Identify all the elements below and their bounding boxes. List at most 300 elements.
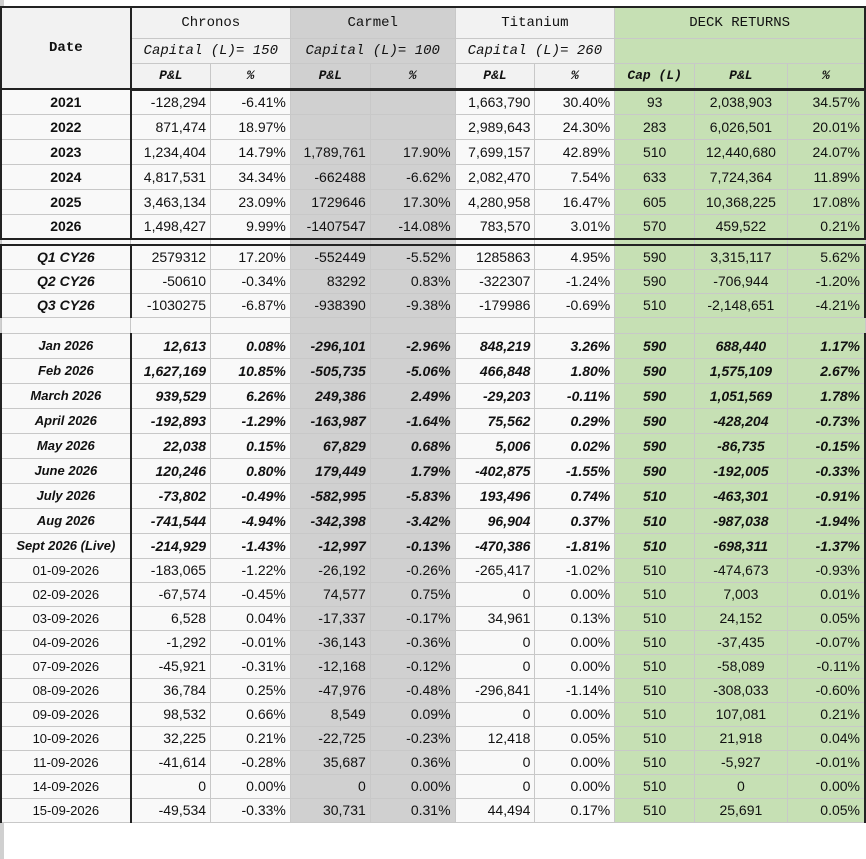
carmel-pl-cell[interactable]: 30,731 xyxy=(290,798,370,822)
carmel-pct-cell[interactable]: -0.36% xyxy=(370,630,455,654)
titanium-pl-cell[interactable]: 7,699,157 xyxy=(455,139,535,164)
titanium-pct-cell[interactable]: 42.89% xyxy=(535,139,615,164)
chronos-pct-cell[interactable]: -1.43% xyxy=(211,533,291,558)
carmel-pl-cell[interactable]: 67,829 xyxy=(290,433,370,458)
carmel-pct-cell[interactable]: 0.68% xyxy=(370,433,455,458)
titanium-pct-cell[interactable]: 3.01% xyxy=(535,214,615,239)
carmel-pl-cell[interactable]: -662488 xyxy=(290,164,370,189)
titanium-pl-cell[interactable]: 34,961 xyxy=(455,606,535,630)
chronos-pl-cell[interactable]: -192,893 xyxy=(131,408,211,433)
titanium-pl-cell[interactable]: -179986 xyxy=(455,293,535,317)
titanium-pct-cell[interactable]: -1.24% xyxy=(535,269,615,293)
titanium-pl-cell[interactable]: 0 xyxy=(455,774,535,798)
titanium-pct-cell[interactable]: 0.00% xyxy=(535,582,615,606)
deck-pl-cell[interactable]: -58,089 xyxy=(694,654,787,678)
deck-cap-cell[interactable]: 510 xyxy=(615,774,695,798)
chronos-pct-cell[interactable]: -0.01% xyxy=(211,630,291,654)
carmel-pl-cell[interactable]: 1,789,761 xyxy=(290,139,370,164)
deck-cap-cell[interactable]: 510 xyxy=(615,139,695,164)
chronos-pct-cell[interactable]: 14.79% xyxy=(211,139,291,164)
date-cell[interactable]: March 2026 xyxy=(1,383,131,408)
carmel-pct-cell[interactable]: -14.08% xyxy=(370,214,455,239)
chronos-pl-cell[interactable]: 1,234,404 xyxy=(131,139,211,164)
deck-pl-cell[interactable]: -308,033 xyxy=(694,678,787,702)
titanium-pl-cell[interactable]: -29,203 xyxy=(455,383,535,408)
chronos-pct-cell[interactable]: -0.45% xyxy=(211,582,291,606)
deck-cap-cell[interactable]: 510 xyxy=(615,483,695,508)
deck-cap-cell[interactable]: 590 xyxy=(615,458,695,483)
titanium-pct-cell[interactable]: 0.17% xyxy=(535,798,615,822)
deck-pl-cell[interactable]: -2,148,651 xyxy=(694,293,787,317)
titanium-pl-header[interactable]: P&L xyxy=(455,63,535,89)
chronos-pct-cell[interactable]: -1.29% xyxy=(211,408,291,433)
carmel-pl-cell[interactable]: -163,987 xyxy=(290,408,370,433)
titanium-pct-cell[interactable]: 0.00% xyxy=(535,750,615,774)
date-cell[interactable]: 2024 xyxy=(1,164,131,189)
titanium-group-header[interactable]: Titanium xyxy=(455,7,615,38)
deck-pl-header[interactable]: P&L xyxy=(694,63,787,89)
carmel-pct-cell[interactable]: -5.83% xyxy=(370,483,455,508)
chronos-pct-cell[interactable]: -0.28% xyxy=(211,750,291,774)
chronos-pl-cell[interactable]: -183,065 xyxy=(131,558,211,582)
chronos-pct-cell[interactable]: 0.21% xyxy=(211,726,291,750)
carmel-pct-header[interactable]: % xyxy=(370,63,455,89)
deck-pct-cell[interactable]: 0.05% xyxy=(787,798,865,822)
titanium-pct-cell[interactable]: 0.13% xyxy=(535,606,615,630)
chronos-pl-cell[interactable]: 1,498,427 xyxy=(131,214,211,239)
chronos-pct-cell[interactable]: 0.25% xyxy=(211,678,291,702)
chronos-pct-cell[interactable]: 10.85% xyxy=(211,358,291,383)
titanium-pct-cell[interactable]: 0.74% xyxy=(535,483,615,508)
carmel-pl-cell[interactable]: -582,995 xyxy=(290,483,370,508)
date-column-header[interactable]: Date xyxy=(1,7,131,89)
carmel-pct-cell[interactable]: -0.13% xyxy=(370,533,455,558)
carmel-pct-cell[interactable]: 0.00% xyxy=(370,774,455,798)
carmel-pl-cell[interactable]: -17,337 xyxy=(290,606,370,630)
date-cell[interactable]: June 2026 xyxy=(1,458,131,483)
chronos-pct-cell[interactable]: 34.34% xyxy=(211,164,291,189)
titanium-pct-cell[interactable]: 0.00% xyxy=(535,702,615,726)
carmel-pct-cell[interactable]: -0.12% xyxy=(370,654,455,678)
chronos-pl-cell[interactable]: 1,627,169 xyxy=(131,358,211,383)
chronos-pl-cell[interactable]: -741,544 xyxy=(131,508,211,533)
deck-cap-cell[interactable]: 633 xyxy=(615,164,695,189)
deck-pl-cell[interactable]: -192,005 xyxy=(694,458,787,483)
carmel-pl-cell[interactable]: -12,997 xyxy=(290,533,370,558)
chronos-pct-cell[interactable]: 23.09% xyxy=(211,189,291,214)
carmel-pl-cell[interactable]: -552449 xyxy=(290,245,370,269)
titanium-pct-cell[interactable]: 0.00% xyxy=(535,774,615,798)
carmel-pct-cell[interactable]: -5.52% xyxy=(370,245,455,269)
titanium-capital[interactable]: Capital (L)= 260 xyxy=(455,38,615,63)
carmel-pl-cell[interactable]: 0 xyxy=(290,774,370,798)
deck-pct-cell[interactable]: 11.89% xyxy=(787,164,865,189)
deck-pct-cell[interactable]: 0.21% xyxy=(787,214,865,239)
deck-pl-cell[interactable]: 3,315,117 xyxy=(694,245,787,269)
titanium-pl-cell[interactable]: 4,280,958 xyxy=(455,189,535,214)
titanium-pct-cell[interactable]: 0.00% xyxy=(535,654,615,678)
titanium-pl-cell[interactable]: -265,417 xyxy=(455,558,535,582)
deck-cap-cell[interactable]: 510 xyxy=(615,533,695,558)
deck-cap-cell[interactable]: 590 xyxy=(615,383,695,408)
deck-cap-cell[interactable]: 510 xyxy=(615,726,695,750)
date-cell[interactable]: 2025 xyxy=(1,189,131,214)
deck-pl-cell[interactable]: 1,575,109 xyxy=(694,358,787,383)
carmel-pl-cell[interactable]: -36,143 xyxy=(290,630,370,654)
carmel-capital[interactable]: Capital (L)= 100 xyxy=(290,38,455,63)
chronos-pl-cell[interactable]: 6,528 xyxy=(131,606,211,630)
deck-pl-cell[interactable]: 10,368,225 xyxy=(694,189,787,214)
chronos-pct-cell[interactable]: -1.22% xyxy=(211,558,291,582)
titanium-pct-cell[interactable]: 0.05% xyxy=(535,726,615,750)
titanium-pl-cell[interactable]: 75,562 xyxy=(455,408,535,433)
deck-pl-cell[interactable]: 459,522 xyxy=(694,214,787,239)
deck-pct-cell[interactable]: -1.94% xyxy=(787,508,865,533)
date-cell[interactable]: 09-09-2026 xyxy=(1,702,131,726)
titanium-pl-cell[interactable]: 1,663,790 xyxy=(455,89,535,114)
carmel-pct-cell[interactable]: 0.09% xyxy=(370,702,455,726)
chronos-pl-cell[interactable]: -49,534 xyxy=(131,798,211,822)
deck-cap-cell[interactable]: 93 xyxy=(615,89,695,114)
chronos-pct-cell[interactable]: -0.31% xyxy=(211,654,291,678)
titanium-pl-cell[interactable]: 0 xyxy=(455,702,535,726)
deck-pl-cell[interactable]: -474,673 xyxy=(694,558,787,582)
date-cell[interactable]: 10-09-2026 xyxy=(1,726,131,750)
deck-pct-cell[interactable]: 0.04% xyxy=(787,726,865,750)
carmel-pct-cell[interactable] xyxy=(370,89,455,114)
titanium-pl-cell[interactable]: 1285863 xyxy=(455,245,535,269)
carmel-pct-cell[interactable]: 0.36% xyxy=(370,750,455,774)
chronos-pl-cell[interactable]: 12,613 xyxy=(131,333,211,358)
date-cell[interactable]: 14-09-2026 xyxy=(1,774,131,798)
carmel-pct-cell[interactable]: 0.83% xyxy=(370,269,455,293)
titanium-pl-cell[interactable]: 44,494 xyxy=(455,798,535,822)
chronos-pl-cell[interactable]: 0 xyxy=(131,774,211,798)
deck-cap-header[interactable]: Cap (L) xyxy=(615,63,695,89)
carmel-pct-cell[interactable]: -2.96% xyxy=(370,333,455,358)
date-cell[interactable]: 2022 xyxy=(1,114,131,139)
carmel-pct-cell[interactable]: -0.23% xyxy=(370,726,455,750)
chronos-pl-cell[interactable]: 4,817,531 xyxy=(131,164,211,189)
titanium-pct-cell[interactable]: 0.29% xyxy=(535,408,615,433)
deck-pct-cell[interactable]: -4.21% xyxy=(787,293,865,317)
chronos-pl-cell[interactable]: -50610 xyxy=(131,269,211,293)
date-cell[interactable]: 15-09-2026 xyxy=(1,798,131,822)
chronos-pl-cell[interactable]: 3,463,134 xyxy=(131,189,211,214)
deck-pl-cell[interactable]: -86,735 xyxy=(694,433,787,458)
carmel-pl-cell[interactable]: 249,386 xyxy=(290,383,370,408)
deck-cap-cell[interactable]: 510 xyxy=(615,702,695,726)
titanium-pct-cell[interactable]: 4.95% xyxy=(535,245,615,269)
deck-pct-cell[interactable]: 0.05% xyxy=(787,606,865,630)
chronos-pl-cell[interactable]: -45,921 xyxy=(131,654,211,678)
deck-pl-cell[interactable]: -463,301 xyxy=(694,483,787,508)
chronos-pl-cell[interactable]: 32,225 xyxy=(131,726,211,750)
date-cell[interactable]: Aug 2026 xyxy=(1,508,131,533)
carmel-pl-cell[interactable]: 74,577 xyxy=(290,582,370,606)
titanium-pct-cell[interactable]: -0.11% xyxy=(535,383,615,408)
chronos-pct-header[interactable]: % xyxy=(211,63,291,89)
titanium-pct-cell[interactable]: 0.02% xyxy=(535,433,615,458)
titanium-pct-cell[interactable]: -1.02% xyxy=(535,558,615,582)
deck-returns-group-header[interactable]: DECK RETURNS xyxy=(615,7,865,38)
carmel-pct-cell[interactable]: 2.49% xyxy=(370,383,455,408)
deck-cap-cell[interactable]: 590 xyxy=(615,408,695,433)
deck-pct-cell[interactable]: -0.11% xyxy=(787,654,865,678)
chronos-group-header[interactable]: Chronos xyxy=(131,7,291,38)
carmel-pct-cell[interactable]: 17.90% xyxy=(370,139,455,164)
carmel-group-header[interactable]: Carmel xyxy=(290,7,455,38)
deck-pl-cell[interactable]: -5,927 xyxy=(694,750,787,774)
deck-pct-cell[interactable]: 0.21% xyxy=(787,702,865,726)
chronos-pct-cell[interactable]: 0.15% xyxy=(211,433,291,458)
titanium-pl-cell[interactable]: 5,006 xyxy=(455,433,535,458)
deck-pl-cell[interactable]: -706,944 xyxy=(694,269,787,293)
deck-cap-cell[interactable]: 283 xyxy=(615,114,695,139)
deck-cap-cell[interactable]: 510 xyxy=(615,654,695,678)
deck-pct-cell[interactable]: -1.37% xyxy=(787,533,865,558)
chronos-pl-cell[interactable]: 2579312 xyxy=(131,245,211,269)
deck-cap-cell[interactable]: 590 xyxy=(615,245,695,269)
carmel-pl-cell[interactable]: -22,725 xyxy=(290,726,370,750)
deck-pct-cell[interactable]: 24.07% xyxy=(787,139,865,164)
deck-cap-cell[interactable]: 605 xyxy=(615,189,695,214)
carmel-pl-cell[interactable] xyxy=(290,114,370,139)
deck-cap-cell[interactable]: 510 xyxy=(615,750,695,774)
deck-pct-cell[interactable]: 0.00% xyxy=(787,774,865,798)
titanium-pct-cell[interactable]: 7.54% xyxy=(535,164,615,189)
chronos-pct-cell[interactable]: 0.00% xyxy=(211,774,291,798)
titanium-pl-cell[interactable]: 193,496 xyxy=(455,483,535,508)
chronos-pl-cell[interactable]: 22,038 xyxy=(131,433,211,458)
deck-pl-cell[interactable]: 21,918 xyxy=(694,726,787,750)
titanium-pl-cell[interactable]: 2,989,643 xyxy=(455,114,535,139)
titanium-pct-cell[interactable]: 3.26% xyxy=(535,333,615,358)
deck-pct-cell[interactable]: 1.17% xyxy=(787,333,865,358)
carmel-pct-cell[interactable]: 1.79% xyxy=(370,458,455,483)
deck-pct-cell[interactable]: 0.01% xyxy=(787,582,865,606)
titanium-pct-cell[interactable]: -1.55% xyxy=(535,458,615,483)
chronos-capital[interactable]: Capital (L)= 150 xyxy=(131,38,291,63)
carmel-pct-cell[interactable]: -3.42% xyxy=(370,508,455,533)
deck-pl-cell[interactable]: 688,440 xyxy=(694,333,787,358)
carmel-pct-cell[interactable]: -5.06% xyxy=(370,358,455,383)
deck-pct-cell[interactable]: -0.33% xyxy=(787,458,865,483)
deck-cap-cell[interactable]: 590 xyxy=(615,358,695,383)
carmel-pl-header[interactable]: P&L xyxy=(290,63,370,89)
date-cell[interactable]: 02-09-2026 xyxy=(1,582,131,606)
chronos-pct-cell[interactable]: 18.97% xyxy=(211,114,291,139)
date-cell[interactable]: 2026 xyxy=(1,214,131,239)
titanium-pct-cell[interactable]: -0.69% xyxy=(535,293,615,317)
deck-pct-cell[interactable]: -0.07% xyxy=(787,630,865,654)
deck-cap-cell[interactable]: 570 xyxy=(615,214,695,239)
date-cell[interactable]: 2023 xyxy=(1,139,131,164)
chronos-pl-cell[interactable]: -73,802 xyxy=(131,483,211,508)
titanium-pl-cell[interactable]: 0 xyxy=(455,582,535,606)
deck-pct-cell[interactable]: -0.73% xyxy=(787,408,865,433)
chronos-pct-cell[interactable]: 9.99% xyxy=(211,214,291,239)
titanium-pct-cell[interactable]: 30.40% xyxy=(535,89,615,114)
deck-pct-cell[interactable]: -0.93% xyxy=(787,558,865,582)
date-cell[interactable]: Jan 2026 xyxy=(1,333,131,358)
chronos-pct-cell[interactable]: 0.66% xyxy=(211,702,291,726)
deck-pl-cell[interactable]: 12,440,680 xyxy=(694,139,787,164)
date-cell[interactable]: Q1 CY26 xyxy=(1,245,131,269)
chronos-pct-cell[interactable]: -4.94% xyxy=(211,508,291,533)
date-cell[interactable]: 2021 xyxy=(1,89,131,114)
deck-cap-cell[interactable]: 510 xyxy=(615,293,695,317)
date-cell[interactable]: 08-09-2026 xyxy=(1,678,131,702)
carmel-pl-cell[interactable]: -26,192 xyxy=(290,558,370,582)
deck-pl-cell[interactable]: 7,003 xyxy=(694,582,787,606)
deck-pct-cell[interactable]: 5.62% xyxy=(787,245,865,269)
chronos-pct-cell[interactable]: 6.26% xyxy=(211,383,291,408)
titanium-pl-cell[interactable]: 0 xyxy=(455,750,535,774)
carmel-pl-cell[interactable] xyxy=(290,89,370,114)
titanium-pl-cell[interactable]: 96,904 xyxy=(455,508,535,533)
titanium-pct-cell[interactable]: 0.37% xyxy=(535,508,615,533)
chronos-pl-cell[interactable]: -214,929 xyxy=(131,533,211,558)
deck-cap-cell[interactable]: 590 xyxy=(615,333,695,358)
carmel-pl-cell[interactable]: -296,101 xyxy=(290,333,370,358)
titanium-pl-cell[interactable]: 848,219 xyxy=(455,333,535,358)
titanium-pl-cell[interactable]: -470,386 xyxy=(455,533,535,558)
deck-cap-cell[interactable]: 510 xyxy=(615,798,695,822)
carmel-pl-cell[interactable]: -505,735 xyxy=(290,358,370,383)
deck-pct-cell[interactable]: 20.01% xyxy=(787,114,865,139)
date-cell[interactable]: April 2026 xyxy=(1,408,131,433)
deck-pct-cell[interactable]: -0.01% xyxy=(787,750,865,774)
carmel-pl-cell[interactable]: -47,976 xyxy=(290,678,370,702)
chronos-pct-cell[interactable]: -6.87% xyxy=(211,293,291,317)
titanium-pl-cell[interactable]: 0 xyxy=(455,630,535,654)
deck-pl-cell[interactable]: -428,204 xyxy=(694,408,787,433)
date-cell[interactable]: Q3 CY26 xyxy=(1,293,131,317)
deck-pct-cell[interactable]: 34.57% xyxy=(787,89,865,114)
deck-cap-cell[interactable]: 590 xyxy=(615,433,695,458)
deck-cap-cell[interactable]: 510 xyxy=(615,606,695,630)
deck-pl-cell[interactable]: -698,311 xyxy=(694,533,787,558)
titanium-pl-cell[interactable]: -322307 xyxy=(455,269,535,293)
titanium-pct-cell[interactable]: -1.81% xyxy=(535,533,615,558)
deck-pl-cell[interactable]: 107,081 xyxy=(694,702,787,726)
carmel-pl-cell[interactable]: -342,398 xyxy=(290,508,370,533)
chronos-pct-cell[interactable]: 0.04% xyxy=(211,606,291,630)
deck-pl-cell[interactable]: 0 xyxy=(694,774,787,798)
carmel-pct-cell[interactable] xyxy=(370,114,455,139)
deck-pl-cell[interactable]: 6,026,501 xyxy=(694,114,787,139)
date-cell[interactable]: 01-09-2026 xyxy=(1,558,131,582)
date-cell[interactable]: Feb 2026 xyxy=(1,358,131,383)
titanium-pct-cell[interactable]: 24.30% xyxy=(535,114,615,139)
carmel-pct-cell[interactable]: 17.30% xyxy=(370,189,455,214)
deck-pct-cell[interactable]: 1.78% xyxy=(787,383,865,408)
deck-pct-header[interactable]: % xyxy=(787,63,865,89)
chronos-pl-cell[interactable]: -41,614 xyxy=(131,750,211,774)
carmel-pct-cell[interactable]: -9.38% xyxy=(370,293,455,317)
deck-pct-cell[interactable]: -1.20% xyxy=(787,269,865,293)
date-cell[interactable]: Q2 CY26 xyxy=(1,269,131,293)
titanium-pl-cell[interactable]: -296,841 xyxy=(455,678,535,702)
titanium-pct-header[interactable]: % xyxy=(535,63,615,89)
deck-pl-cell[interactable]: 7,724,364 xyxy=(694,164,787,189)
deck-pct-cell[interactable]: 2.67% xyxy=(787,358,865,383)
chronos-pct-cell[interactable]: 17.20% xyxy=(211,245,291,269)
titanium-pct-cell[interactable]: 0.00% xyxy=(535,630,615,654)
titanium-pl-cell[interactable]: 783,570 xyxy=(455,214,535,239)
deck-pl-cell[interactable]: 1,051,569 xyxy=(694,383,787,408)
deck-pl-cell[interactable]: 25,691 xyxy=(694,798,787,822)
deck-cap-cell[interactable]: 510 xyxy=(615,630,695,654)
carmel-pl-cell[interactable]: 1729646 xyxy=(290,189,370,214)
carmel-pct-cell[interactable]: -0.26% xyxy=(370,558,455,582)
chronos-pl-cell[interactable]: 98,532 xyxy=(131,702,211,726)
carmel-pl-cell[interactable]: 35,687 xyxy=(290,750,370,774)
carmel-pl-cell[interactable]: 8,549 xyxy=(290,702,370,726)
chronos-pl-cell[interactable]: 120,246 xyxy=(131,458,211,483)
titanium-pct-cell[interactable]: 16.47% xyxy=(535,189,615,214)
deck-pct-cell[interactable]: 17.08% xyxy=(787,189,865,214)
deck-pct-cell[interactable]: -0.91% xyxy=(787,483,865,508)
deck-pl-cell[interactable]: 24,152 xyxy=(694,606,787,630)
deck-pl-cell[interactable]: -37,435 xyxy=(694,630,787,654)
deck-cap-cell[interactable]: 510 xyxy=(615,558,695,582)
chronos-pct-cell[interactable]: -0.34% xyxy=(211,269,291,293)
chronos-pl-cell[interactable]: 939,529 xyxy=(131,383,211,408)
chronos-pl-cell[interactable]: 36,784 xyxy=(131,678,211,702)
chronos-pct-cell[interactable]: 0.08% xyxy=(211,333,291,358)
deck-pct-cell[interactable]: -0.60% xyxy=(787,678,865,702)
deck-cap-cell[interactable]: 510 xyxy=(615,582,695,606)
carmel-pl-cell[interactable]: -1407547 xyxy=(290,214,370,239)
titanium-pct-cell[interactable]: -1.14% xyxy=(535,678,615,702)
titanium-pct-cell[interactable]: 1.80% xyxy=(535,358,615,383)
date-cell[interactable]: 07-09-2026 xyxy=(1,654,131,678)
carmel-pct-cell[interactable]: -6.62% xyxy=(370,164,455,189)
titanium-pl-cell[interactable]: -402,875 xyxy=(455,458,535,483)
titanium-pl-cell[interactable]: 466,848 xyxy=(455,358,535,383)
carmel-pl-cell[interactable]: 179,449 xyxy=(290,458,370,483)
chronos-pct-cell[interactable]: -6.41% xyxy=(211,89,291,114)
carmel-pl-cell[interactable]: -12,168 xyxy=(290,654,370,678)
deck-pl-cell[interactable]: 2,038,903 xyxy=(694,89,787,114)
chronos-pl-cell[interactable]: -1,292 xyxy=(131,630,211,654)
carmel-pl-cell[interactable]: 83292 xyxy=(290,269,370,293)
date-cell[interactable]: 11-09-2026 xyxy=(1,750,131,774)
chronos-pl-cell[interactable]: -128,294 xyxy=(131,89,211,114)
chronos-pl-cell[interactable]: 871,474 xyxy=(131,114,211,139)
carmel-pct-cell[interactable]: -1.64% xyxy=(370,408,455,433)
deck-pct-cell[interactable]: -0.15% xyxy=(787,433,865,458)
carmel-pct-cell[interactable]: 0.31% xyxy=(370,798,455,822)
chronos-pct-cell[interactable]: 0.80% xyxy=(211,458,291,483)
date-cell[interactable]: May 2026 xyxy=(1,433,131,458)
chronos-pl-cell[interactable]: -67,574 xyxy=(131,582,211,606)
chronos-pct-cell[interactable]: -0.33% xyxy=(211,798,291,822)
titanium-pl-cell[interactable]: 12,418 xyxy=(455,726,535,750)
titanium-pl-cell[interactable]: 2,082,470 xyxy=(455,164,535,189)
carmel-pct-cell[interactable]: -0.48% xyxy=(370,678,455,702)
date-cell[interactable]: 04-09-2026 xyxy=(1,630,131,654)
titanium-pl-cell[interactable]: 0 xyxy=(455,654,535,678)
carmel-pct-cell[interactable]: 0.75% xyxy=(370,582,455,606)
date-cell[interactable]: 03-09-2026 xyxy=(1,606,131,630)
deck-cap-cell[interactable]: 510 xyxy=(615,678,695,702)
chronos-pl-cell[interactable]: -1030275 xyxy=(131,293,211,317)
deck-capital[interactable] xyxy=(615,38,865,63)
date-cell[interactable]: Sept 2026 (Live) xyxy=(1,533,131,558)
